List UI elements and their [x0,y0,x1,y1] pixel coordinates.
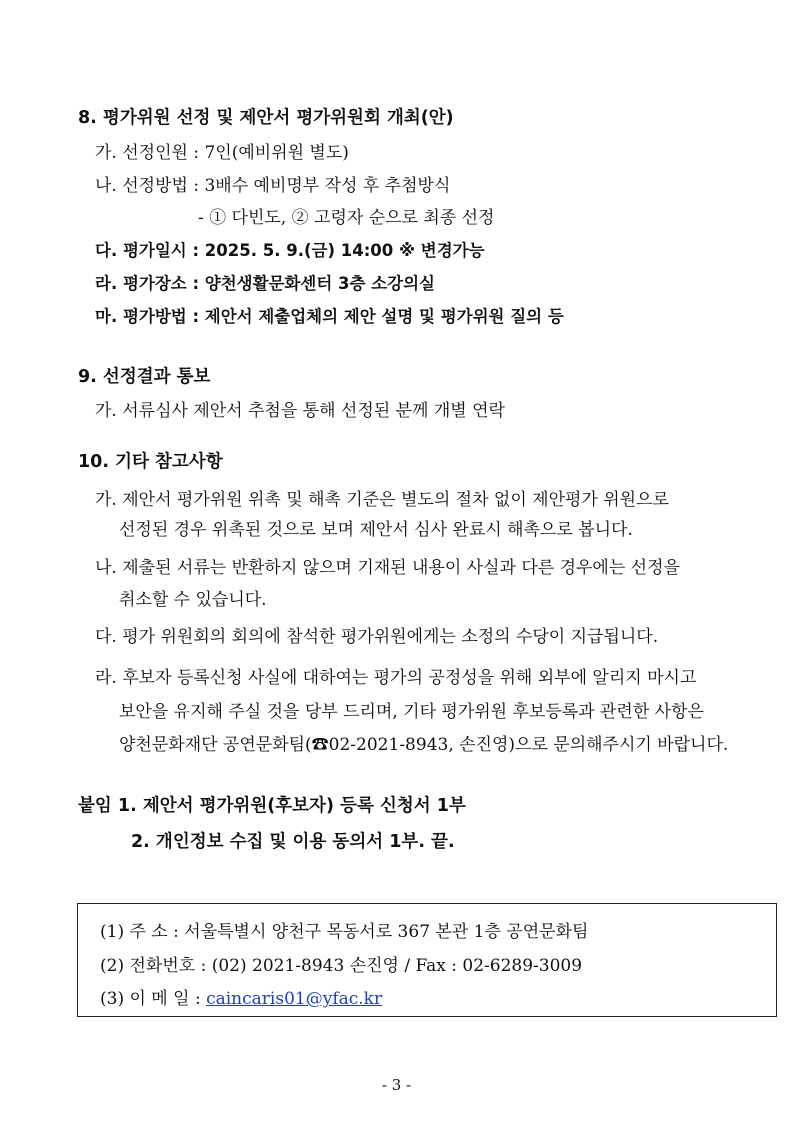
section-10-item-na-line1: 나. 제출된 서류는 반환하지 않으며 기재된 내용이 사실과 다른 경우에는 선정을 [95,558,680,578]
page-number: - 3 - [381,1076,412,1094]
section-8-item-na-sub: - ① 다빈도, ② 고령자 순으로 최종 선정 [198,208,495,228]
section-10-item-da: 다. 평가 위원회의 회의에 참석한 평가위원에게는 소정의 수당이 지급됩니다. [95,627,659,647]
attachment-line-2: 2. 개인정보 수집 및 이용 동의서 1부. 끝. [131,832,455,852]
section-9-heading: 9. 선정결과 통보 [78,367,211,387]
contact-address-value: 서울특별시 양천구 목동서로 367 본관 1층 공연문화팀 [184,922,589,942]
section-10-item-ga-line2: 선정된 경우 위촉된 것으로 보며 제안서 심사 완료시 해촉으로 봅니다. [119,520,633,540]
section-10-item-na-line2: 취소할 수 있습니다. [119,590,267,610]
contact-email-label: (3) 이 메 일 : [100,989,207,1009]
section-10-item-ga-line1: 가. 제안서 평가위원 위촉 및 해촉 기준은 별도의 절차 없이 제안평가 위원으로 [95,490,669,510]
contact-email [100,988,382,1010]
contact-address [100,921,588,943]
contact-phone-value: (02) 2021-8943 손진영 / Fax : 02-6289-3009 [211,956,583,976]
section-8-item-ra: 라. 평가장소 : 양천생활문화센터 3층 소강의실 [95,274,435,293]
section-10-item-ra-line1: 라. 후보자 등록신청 사실에 대하여는 평가의 공정성을 위해 외부에 알리지 마시고 [95,668,697,688]
section-8-item-da: 다. 평가일시 : 2025. 5. 9.(금) 14:00 ※ 변경가능 [95,241,485,260]
section-10-item-ra-line2: 보안을 유지해 주실 것을 당부 드리며, 기타 평가위원 후보등록과 관련한 사항은 [119,702,704,722]
contact-email-link[interactable]: caincaris01@yfac.kr [206,989,383,1009]
section-8-heading: 8. 평가위원 선정 및 제안서 평가위원회 개최(안) [78,108,454,128]
section-8-item-na: 나. 선정방법 : 3배수 예비명부 작성 후 추첨방식 [95,176,451,196]
section-8-item-ga: 가. 선정인원 : 7인(예비위원 별도) [95,143,349,163]
section-8-item-ma: 마. 평가방법 : 제안서 제출업체의 제안 설명 및 평가위원 질의 등 [95,307,564,326]
section-9-item-ga: 가. 서류심사 제안서 추첨을 통해 선정된 분께 개별 연락 [95,401,505,421]
contact-phone-label: (2) 전화번호 : [100,956,212,976]
section-10-item-ra-line3: 양천문화재단 공연문화팀(☎02-2021-8943, 손진영)으로 문의해주시기 바랍니다. [119,735,729,755]
attachment-line-1: 붙임 1. 제안서 평가위원(후보자) 등록 신청서 1부 [78,796,466,816]
section-10-heading: 10. 기타 참고사항 [78,452,223,472]
contact-address-label: (1) 주 소 : [100,922,185,942]
contact-box [77,903,777,1017]
contact-phone [100,955,582,977]
